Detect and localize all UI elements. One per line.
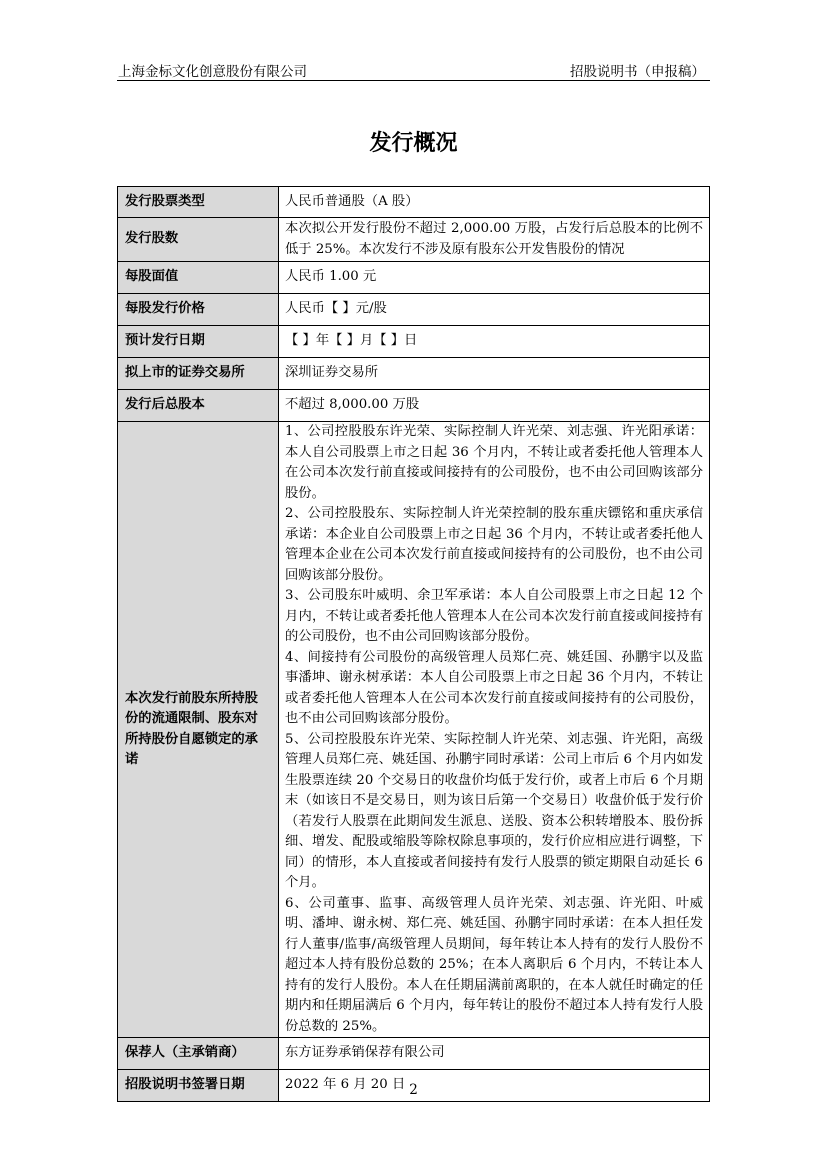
page-title: 发行概况	[369, 131, 458, 156]
row-label: 预计发行日期	[118, 326, 279, 358]
header-doc-type: 招股说明书（申报稿）	[570, 64, 705, 80]
row-value: 2022 年 6 月 20 日	[279, 1070, 710, 1102]
table-row	[118, 358, 710, 390]
row-value	[279, 422, 710, 1038]
header-divider	[117, 80, 710, 81]
header-company: 上海金标文化创意股份有限公司	[118, 64, 307, 80]
table-row	[118, 218, 710, 262]
row-label: 发行后总股本	[118, 390, 279, 422]
row-value: 人民币普通股（A 股）	[279, 187, 710, 218]
table-row	[118, 422, 710, 1038]
table-row	[118, 1038, 710, 1070]
row-value: 深圳证券交易所	[279, 358, 710, 390]
table-row	[118, 326, 710, 358]
row-label: 每股发行价格	[118, 294, 279, 326]
table-row	[118, 294, 710, 326]
row-value: 本次拟公开发行股份不超过 2,000.00 万股，占发行后总股本的比例不低于 25%。本次发行不涉及原有股东公开发售股份的情况	[279, 218, 710, 262]
row-label: 发行股数	[118, 218, 279, 262]
commitment-paragraph: 3、公司股东叶威明、余卫军承诺：本人自公司股票上市之日起 12 个月内，不转让或者委托他人管理本人在公司本次发行前直接或间接持有的公司股份，也不由公司回购该部分股份。	[285, 588, 703, 644]
row-value: 【 】年【 】月【 】日	[279, 326, 710, 358]
commitment-paragraph: 1、公司控股股东许光荣、实际控制人许光荣、刘志强、许光阳承诺：本人自公司股票上市之日起 36 个月内，不转让或者委托他人管理本人在公司本次发行前直接或间接持有的公司股份，也不由公司回购该部分股份。	[285, 424, 703, 501]
row-value: 人民币 1.00 元	[279, 262, 710, 294]
row-value: 东方证券承销保荐有限公司	[279, 1038, 710, 1070]
issuance-overview-table	[117, 186, 710, 1102]
row-value: 不超过 8,000.00 万股	[279, 390, 710, 422]
row-label: 每股面值	[118, 262, 279, 294]
table-row	[118, 262, 710, 294]
commitment-paragraph: 6、公司董事、监事、高级管理人员许光荣、刘志强、许光阳、叶威明、潘坤、谢永树、郑仁亮、姚廷国、孙鹏宇同时承诺：在本人担任发行人董事/监事/高级管理人员期间，每年转让本人持有的发行人股份不超过本人持有股份总数的 25%；在本人离职后 6 个月内，不转让本人持有的发行人股份。本人在任期届满前离职的，在本人就任时确定的任期内和任期届满后 6 个月内，每年转让的股份不超过本人持有发行人股份总数的 25%。	[285, 895, 703, 1034]
commitment-paragraph: 4、间接持有公司股份的高级管理人员郑仁亮、姚廷国、孙鹏宇以及监事潘坤、谢永树承诺：本人自公司股票上市之日起 36 个月内，不转让或者委托他人管理本人在公司本次发行前直接或间接持有的公司股份，也不由公司回购该部分股份。	[285, 649, 703, 726]
row-label: 保荐人（主承销商）	[118, 1038, 279, 1070]
row-label: 拟上市的证券交易所	[118, 358, 279, 390]
row-label: 招股说明书签署日期	[118, 1070, 279, 1102]
commitment-paragraph: 2、公司控股股东、实际控制人许光荣控制的股东重庆镖铭和重庆承信承诺：本企业自公司股票上市之日起 36 个月内，不转让或者委托他人管理本企业在公司本次发行前直接或间接持有的公司股份，也不由公司回购该部分股份。	[285, 506, 703, 583]
row-value: 人民币【 】元/股	[279, 294, 710, 326]
table-row	[118, 390, 710, 422]
row-label: 本次发行前股东所持股份的流通限制、股东对所持股份自愿锁定的承诺	[118, 422, 279, 1038]
page-number: 2	[409, 1082, 418, 1098]
table-row	[118, 187, 710, 218]
commitment-paragraph: 5、公司控股股东许光荣、实际控制人许光荣、刘志强、许光阳，高级管理人员郑仁亮、姚廷国、孙鹏宇同时承诺：公司上市后 6 个月内如发生股票连续 20 个交易日的收盘价均低于发行价，或者上市后 6 个月期末（如该日不是交易日，则为该日后第一个交易日）收盘价低于发行价（若发行人股票在此期间发生派息、送股、资本公积转增股本、股份拆细、增发、配股或缩股等除权除息事项的，发行价应相应进行调整，下同）的情形，本人直接或者间接持有发行人股票的锁定期限自动延长 6 个月。	[285, 731, 703, 890]
row-label: 发行股票类型	[118, 187, 279, 218]
